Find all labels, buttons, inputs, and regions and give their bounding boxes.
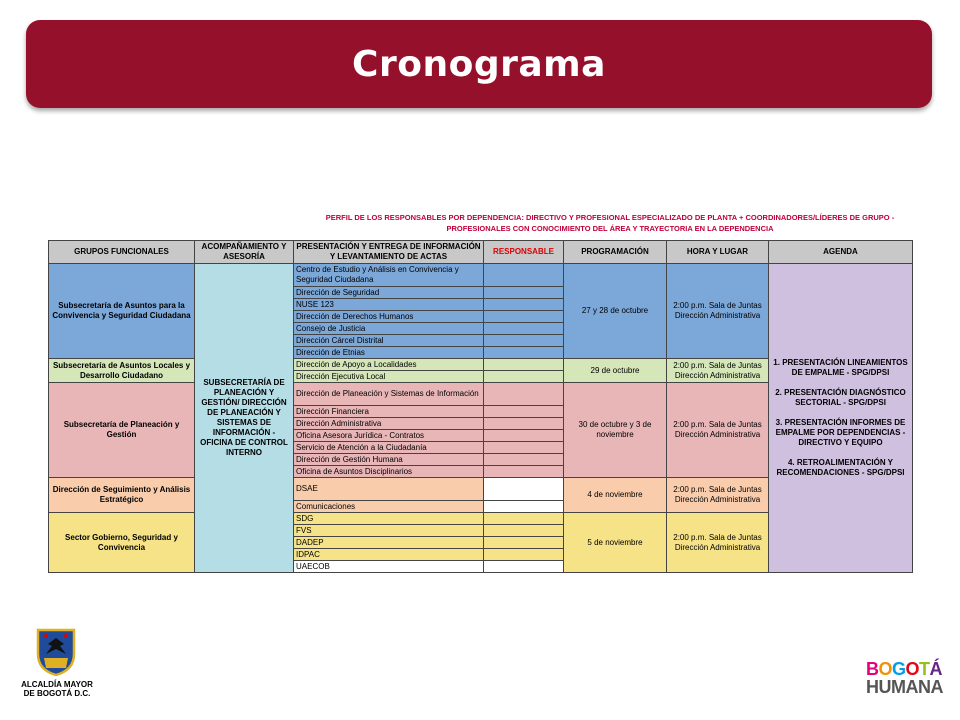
bogota-humana-line2 — [866, 677, 943, 697]
header-responsable: RESPONSABLE — [484, 241, 564, 264]
unit-cell: Dirección Cárcel Distrital — [294, 335, 484, 347]
unit-cell: UAECOB — [294, 561, 484, 573]
responsable-cell — [484, 466, 564, 478]
header-agenda: AGENDA — [769, 241, 913, 264]
responsable-cell — [484, 264, 564, 287]
hora-cell: 2:00 p.m. Sala de Juntas Dirección Administrativa — [667, 513, 769, 573]
unit-cell: Centro de Estudio y Análisis en Convivencia y Seguridad Ciudadana — [294, 264, 484, 287]
group-name: Subsecretaría de Planeación y Gestión — [49, 383, 195, 478]
unit-cell: Servicio de Atención a la Ciudadanía — [294, 442, 484, 454]
header-grupos: GRUPOS FUNCIONALES — [49, 241, 195, 264]
responsable-cell — [484, 311, 564, 323]
unit-cell: Oficina de Asuntos Disciplinarios — [294, 466, 484, 478]
hora-cell: 2:00 p.m. Sala de Juntas Dirección Administrativa — [667, 264, 769, 359]
unit-cell: Dirección de Derechos Humanos — [294, 311, 484, 323]
unit-cell: Dirección de Etnias — [294, 347, 484, 359]
responsable-cell — [484, 418, 564, 430]
group-name: Subsecretaría de Asuntos Locales y Desarrollo Ciudadano — [49, 359, 195, 383]
unit-cell: FVS — [294, 525, 484, 537]
responsable-cell — [484, 430, 564, 442]
responsable-cell — [484, 287, 564, 299]
group-name: Sector Gobierno, Seguridad y Convivencia — [49, 513, 195, 573]
responsable-cell — [484, 549, 564, 561]
unit-cell: NUSE 123 — [294, 299, 484, 311]
unit-cell: DSAE — [294, 478, 484, 501]
humana-word: HUMANA — [866, 677, 943, 697]
alcaldia-line2: DE BOGOTÁ D.C. — [23, 689, 91, 698]
unit-cell: Comunicaciones — [294, 501, 484, 513]
responsable-cell — [484, 383, 564, 406]
programacion-cell: 5 de noviembre — [564, 513, 667, 573]
responsable-cell — [484, 323, 564, 335]
unit-cell: SDG — [294, 513, 484, 525]
unit-cell: Dirección de Apoyo a Localidades — [294, 359, 484, 371]
agenda-cell — [769, 264, 913, 573]
responsable-cell — [484, 478, 564, 501]
responsable-cell — [484, 347, 564, 359]
hora-cell: 2:00 p.m. Sala de Juntas Dirección Administrativa — [667, 383, 769, 478]
unit-cell: Dirección Administrativa — [294, 418, 484, 430]
title-banner — [26, 20, 932, 108]
responsable-cell — [484, 525, 564, 537]
hora-cell: 2:00 p.m. Sala de Juntas Dirección Administrativa — [667, 359, 769, 383]
responsable-cell — [484, 406, 564, 418]
unit-cell: Oficina Asesora Jurídica - Contratos — [294, 430, 484, 442]
responsable-cell — [484, 454, 564, 466]
group-name: Subsecretaría de Asuntos para la Convivencia y Seguridad Ciudadana — [49, 264, 195, 359]
header-hora: HORA Y LUGAR — [667, 241, 769, 264]
responsable-cell — [484, 359, 564, 371]
acompanamiento-cell: SUBSECRETARÍA DE PLANEACIÓN Y GESTIÓN/ DIRECCIÓN DE PLANEACIÓN Y SISTEMAS DE INFORMACIÓN - OFICINA DE CONTROL INTERNO — [195, 264, 294, 573]
agenda-item: 3. PRESENTACIÓN INFORMES DE EMPALME POR DEPENDENCIAS - DIRECTIVO Y EQUIPO — [775, 418, 906, 447]
responsable-cell — [484, 537, 564, 549]
header-acompanamiento: ACOMPAÑAMIENTO Y ASESORÍA — [195, 241, 294, 264]
responsable-cell — [484, 501, 564, 513]
group-name: Dirección de Seguimiento y Análisis Estratégico — [49, 478, 195, 513]
bogota-word: BOGOTÁ — [866, 659, 943, 679]
responsable-cell — [484, 442, 564, 454]
unit-cell: DADEP — [294, 537, 484, 549]
unit-cell: IDPAC — [294, 549, 484, 561]
hora-cell: 2:00 p.m. Sala de Juntas Dirección Administrativa — [667, 478, 769, 513]
programacion-cell: 27 y 28 de octubre — [564, 264, 667, 359]
unit-cell: Dirección de Planeación y Sistemas de Información — [294, 383, 484, 406]
alcaldia-logo-text — [14, 680, 100, 698]
responsable-cell — [484, 299, 564, 311]
bogota-coat-of-arms-logo — [28, 628, 84, 676]
responsable-cell — [484, 513, 564, 525]
unit-cell: Dirección de Seguridad — [294, 287, 484, 299]
programacion-cell: 4 de noviembre — [564, 478, 667, 513]
responsable-cell — [484, 335, 564, 347]
alcaldia-line1: ALCALDÍA MAYOR — [21, 680, 93, 689]
agenda-item: 4. RETROALIMENTACIÓN Y RECOMENDACIONES - SPG/DPSI — [776, 458, 905, 477]
responsable-cell — [484, 561, 564, 573]
responsable-cell — [484, 371, 564, 383]
unit-cell: Dirección Financiera — [294, 406, 484, 418]
table-row — [49, 264, 913, 287]
table-subtitle: PERFIL DE LOS RESPONSABLES POR DEPENDENCIA: DIRECTIVO Y PROFESIONAL ESPECIALIZADO DE PLANTA + COORDINADORES/LÍDERES DE GRUPO - PROFESIONALES CON CONOCIMIENTO DEL ÁREA Y TRAYECTORIA EN LA DEPENDENCIA — [325, 213, 895, 233]
header-presentacion: PRESENTACIÓN Y ENTREGA DE INFORMACIÓN Y LEVANTAMIENTO DE ACTAS — [294, 241, 484, 264]
header-programacion: PROGRAMACIÓN — [564, 241, 667, 264]
page-title: Cronograma — [352, 43, 606, 85]
unit-cell: Dirección Ejecutiva Local — [294, 371, 484, 383]
bogota-humana-line1 — [866, 659, 943, 679]
bogota-humana-logo — [866, 659, 943, 697]
programacion-cell: 29 de octubre — [564, 359, 667, 383]
schedule-table — [48, 240, 913, 573]
agenda-item: 2. PRESENTACIÓN DIAGNÓSTICO SECTORIAL - SPG/DPSI — [775, 388, 906, 407]
programacion-cell: 30 de octubre y 3 de noviembre — [564, 383, 667, 478]
agenda-item: 1. PRESENTACIÓN LINEAMIENTOS DE EMPALME - SPG/DPSI — [773, 358, 908, 377]
header-row — [49, 241, 913, 264]
unit-cell: Dirección de Gestión Humana — [294, 454, 484, 466]
unit-cell: Consejo de Justicia — [294, 323, 484, 335]
